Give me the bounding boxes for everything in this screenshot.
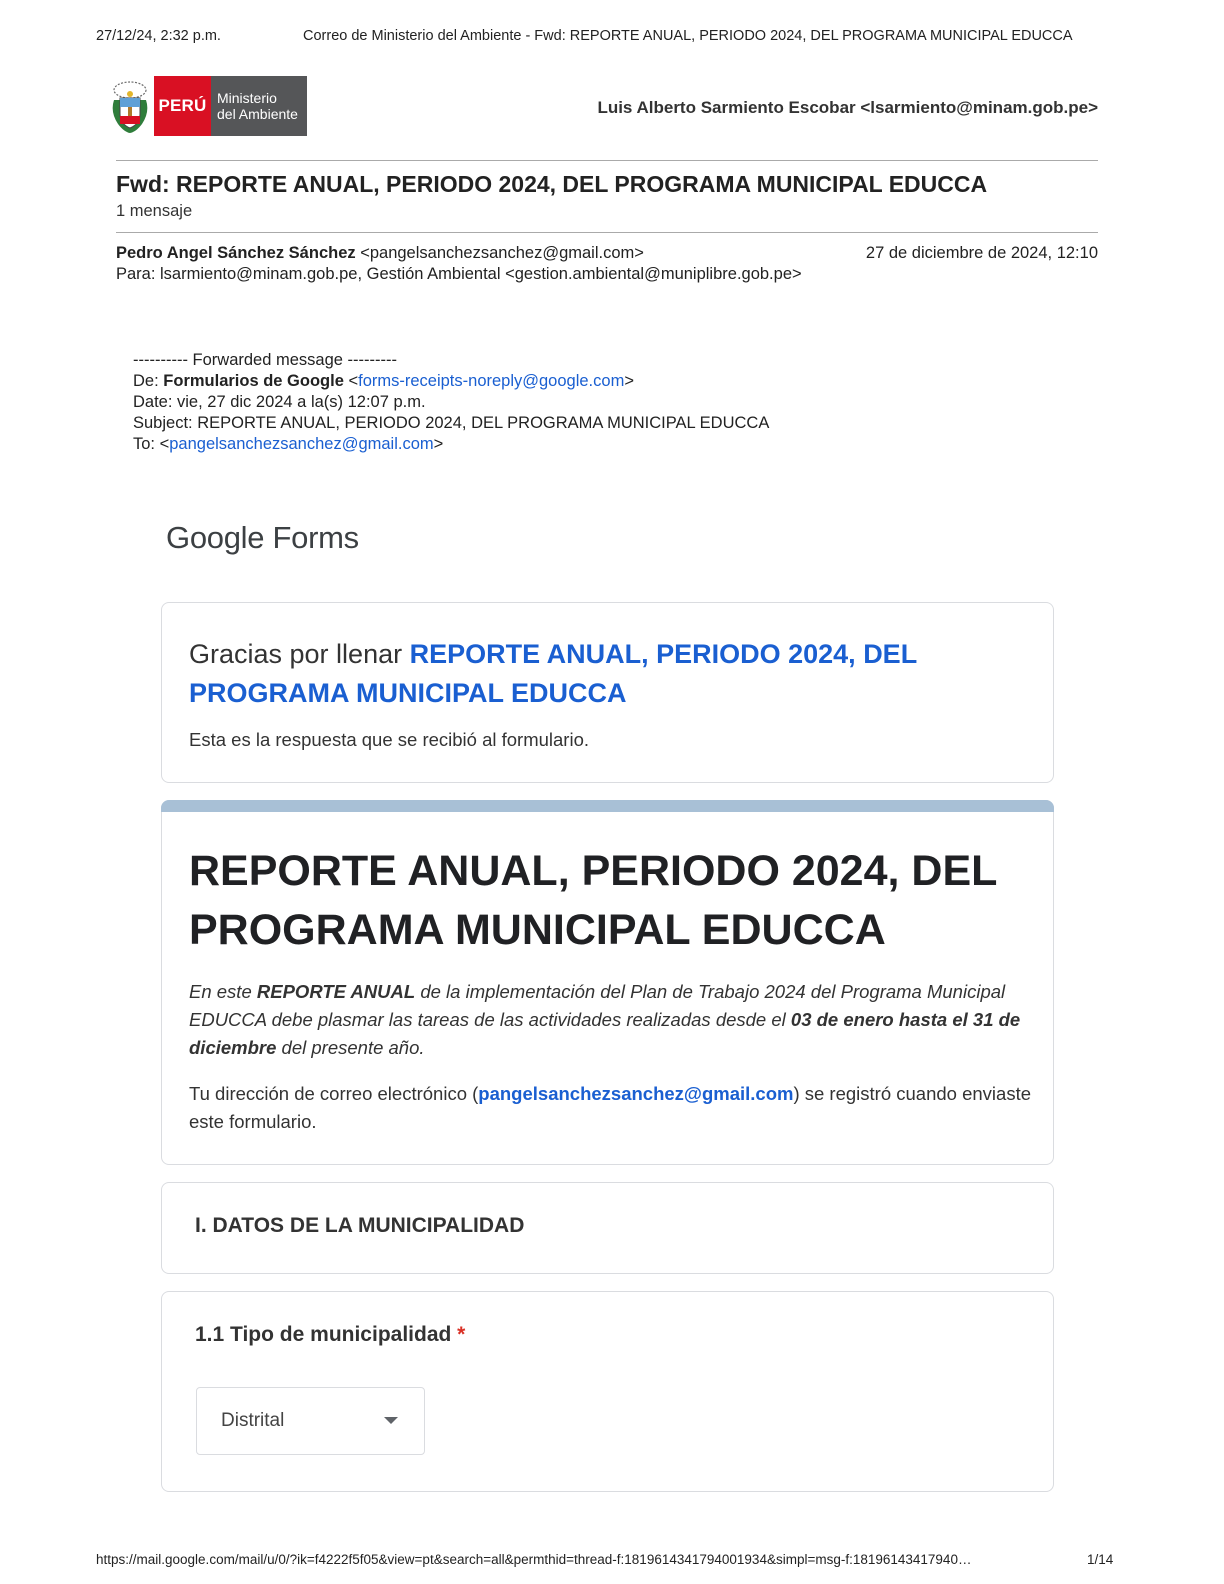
question-text: 1.1 Tipo de municipalidad (195, 1323, 452, 1346)
ministry-label (211, 76, 307, 136)
peru-coat-of-arms-icon (108, 76, 152, 136)
recorded-email-note (189, 1080, 1034, 1136)
google-forms-logo (166, 520, 359, 556)
recorded-email-link[interactable]: pangelsanchezsanchez@gmail.com (478, 1083, 794, 1104)
forward-from-name: Formularios de Google (163, 372, 344, 390)
thread-subject: Fwd: REPORTE ANUAL, PERIODO 2024, DEL PROGRAMA MUNICIPAL EDUCCA (116, 171, 988, 197)
sender-name: Pedro Angel Sánchez Sánchez (116, 244, 356, 262)
forward-subject: Subject: REPORTE ANUAL, PERIODO 2024, DEL PROGRAMA MUNICIPAL EDUCCA (133, 414, 770, 432)
forward-from: De: Formularios de Google <forms-receipts-noreply@google.com> (133, 372, 634, 390)
email-suffix: ) se registró cuando enviaste este formulario. (189, 1083, 1031, 1132)
divider (116, 160, 1098, 161)
response-note: Esta es la respuesta que se recibió al formulario. (189, 729, 590, 750)
forwarded-header (133, 350, 769, 455)
email-prefix: Tu dirección de correo electrónico ( (189, 1083, 479, 1104)
ministry-line-2: del Ambiente (217, 106, 298, 122)
account-owner: Luis Alberto Sarmiento Escobar <lsarmiento@minam.gob.pe> (597, 98, 1098, 117)
forward-from-label: De: (133, 372, 159, 390)
google-wordmark: Google (166, 520, 265, 555)
required-mark: * (457, 1323, 466, 1346)
message-date: 27 de diciembre de 2024, 12:10 (865, 244, 1098, 262)
desc-part-1: En este (189, 981, 257, 1002)
forward-from-email-link[interactable]: forms-receipts-noreply@google.com (358, 372, 625, 390)
desc-bold-1: REPORTE ANUAL (256, 981, 416, 1002)
select-value: Distrital (221, 1410, 285, 1431)
forms-wordmark: Forms (272, 520, 359, 555)
form-title-link[interactable]: REPORTE ANUAL, PERIODO 2024, DEL PROGRAMA MUNICIPAL EDUCCA (189, 639, 917, 708)
forward-to: To: <pangelsanchezsanchez@gmail.com> (133, 435, 444, 453)
forward-to-email-link[interactable]: pangelsanchezsanchez@gmail.com (169, 435, 434, 453)
divider (116, 232, 1098, 233)
print-url: https://mail.google.com/mail/u/0/?ik=f4222f5f05&view=pt&search=all&permthid=thread-f:1819614341794001934&simpl=msg-f:18196143417940… (96, 1552, 972, 1567)
forward-date: Date: vie, 27 dic 2024 a la(s) 12:07 p.m. (133, 393, 426, 411)
desc-part-3: del presente año. (276, 1037, 425, 1058)
form-accent-bar (161, 800, 1054, 812)
message-count: 1 mensaje (116, 202, 193, 220)
desc-part-2: de la implementación del Plan de Trabajo 2024 del Programa Municipal EDUCCA debe plasmar las tareas de las actividades realizadas desde el (189, 981, 1006, 1030)
form-title: REPORTE ANUAL, PERIODO 2024, DEL PROGRAMA MUNICIPAL EDUCCA (189, 847, 997, 954)
thanks-prefix: Gracias por llenar (189, 639, 410, 669)
print-page-title: Correo de Ministerio del Ambiente - Fwd: REPORTE ANUAL, PERIODO 2024, DEL PROGRAMA MUNICIPAL EDUCCA (303, 28, 1073, 44)
question-label (195, 1323, 465, 1347)
forward-separator: ---------- Forwarded message --------- (133, 351, 397, 369)
message-recipients: Para: lsarmiento@minam.gob.pe, Gestión Ambiental <gestion.ambiental@muniplibre.gob.pe> (116, 265, 802, 283)
dropdown-arrow-icon (384, 1417, 398, 1424)
peru-label: PERÚ (154, 76, 211, 136)
minam-logo (108, 76, 307, 136)
forward-to-label: To: (133, 435, 156, 453)
desc-bold-2: 03 de enero hasta el 31 de diciembre (189, 1009, 1021, 1058)
section-title: I. DATOS DE LA MUNICIPALIDAD (195, 1214, 525, 1237)
sender-email: <pangelsanchezsanchez@gmail.com> (360, 244, 644, 262)
form-description (189, 978, 1034, 1062)
thanks-message (189, 635, 989, 713)
ministry-line-1: Ministerio (217, 90, 277, 106)
message-from (116, 244, 644, 263)
print-page-number: 1/14 (1087, 1552, 1114, 1567)
print-datetime: 27/12/24, 2:32 p.m. (96, 28, 221, 44)
